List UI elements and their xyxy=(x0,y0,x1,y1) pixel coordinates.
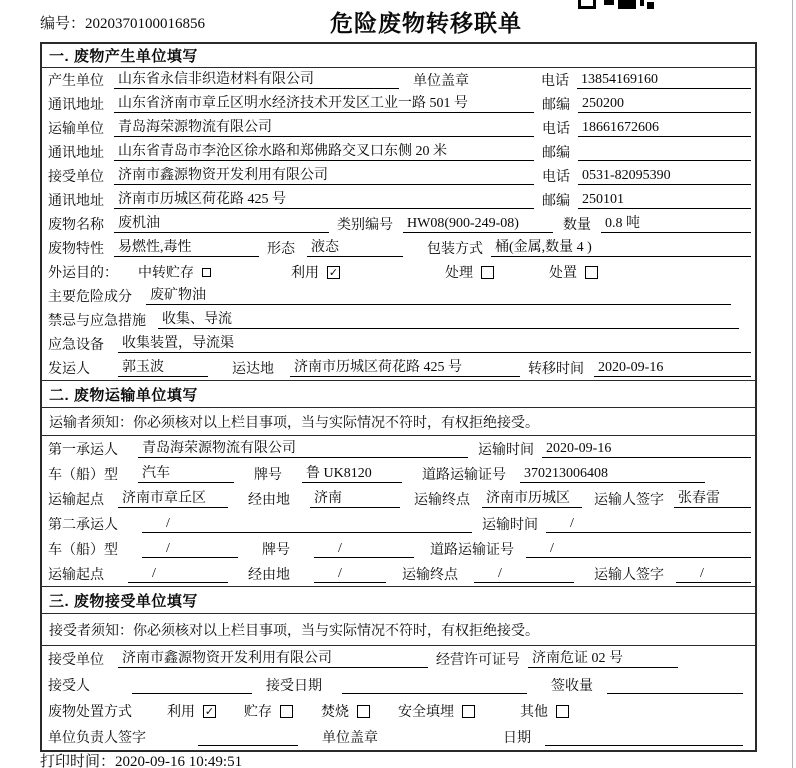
first-carrier-value: 青岛海荣源物流有限公司 xyxy=(138,440,468,458)
seal-date-label: 日期 xyxy=(503,731,531,746)
print-time-label: 打印时间： xyxy=(40,754,116,768)
dispatcher-label: 发运人 xyxy=(48,362,90,377)
signed-amount-label: 签收量 xyxy=(551,679,593,694)
section1-body xyxy=(42,68,755,380)
dispatch-row xyxy=(42,356,755,380)
route2-via-value: / xyxy=(314,565,386,583)
destination-value: 济南市历城区荷花路 425 号 xyxy=(290,359,520,377)
road-license2-label: 道路运输证号 xyxy=(430,542,514,558)
route1-sign-value: 张春雷 xyxy=(674,490,751,508)
receiver-zip-label: 邮编 xyxy=(542,194,570,209)
destination-label: 运达地 xyxy=(232,362,274,377)
second-carrier-label: 第二承运人 xyxy=(48,517,118,533)
transfer-time-label: 转移时间 xyxy=(528,362,584,377)
transporter-row xyxy=(42,116,755,140)
section2-body xyxy=(42,436,755,586)
vehicle1-row xyxy=(42,461,755,486)
emergency-equipment-label: 应急设备 xyxy=(48,338,104,353)
vehicle2-row xyxy=(42,536,755,561)
emergency-measures-value: 收集、导流 xyxy=(158,311,739,329)
waste-quantity-label: 数量 xyxy=(563,218,591,233)
accept-unit-row xyxy=(42,646,755,672)
accept-unit-label: 接受单位 xyxy=(48,653,104,668)
transport-time2-value: / xyxy=(546,515,751,533)
route2-row xyxy=(42,561,755,586)
route1-end-label: 运输终点 xyxy=(414,492,470,508)
disposal-utilize-checkbox: ✓ xyxy=(204,704,215,718)
emergency-equipment-row xyxy=(42,332,755,356)
waste-property-value: 易燃性,毒性 xyxy=(114,239,259,257)
route1-end-value: 济南市历城区 xyxy=(482,490,582,508)
accept-person-value xyxy=(132,676,252,694)
producer-zip-value: 250200 xyxy=(578,95,751,113)
disposal-incinerate-label: 焚烧 xyxy=(321,705,349,720)
accept-person-row xyxy=(42,672,755,698)
transporter-zip-label: 邮编 xyxy=(542,146,570,161)
transfer-purpose-label: 外运目的： xyxy=(48,266,118,281)
accept-date-value xyxy=(342,676,527,694)
route2-end-value: / xyxy=(474,565,574,583)
transporter-phone-value: 18661672606 xyxy=(578,119,751,137)
emergency-measures-label: 禁忌与应急措施 xyxy=(48,314,146,329)
operating-license-value: 济南危证 02 号 xyxy=(528,650,678,668)
disposal-landfill-checkbox xyxy=(462,705,475,718)
first-carrier-row xyxy=(42,436,755,461)
operating-license-label: 经营许可证号 xyxy=(436,653,520,668)
producer-seal-label: 单位盖章 xyxy=(413,74,469,89)
waste-name-label: 废物名称 xyxy=(48,218,104,233)
utilize-checkbox: ✓ xyxy=(328,265,339,279)
receiver-label: 接受单位 xyxy=(48,170,104,185)
receiver-phone-label: 电话 xyxy=(542,170,570,185)
producer-address-row xyxy=(42,92,755,116)
responsible-signature-label: 单位负责人签字 xyxy=(48,731,146,746)
transfer-storage-label: 中转贮存 xyxy=(138,266,194,281)
route2-start-label: 运输起点 xyxy=(48,567,104,583)
waste-form-value: 液态 xyxy=(307,239,403,257)
section1-header: 一. 废物产生单位填写 xyxy=(42,44,755,68)
print-time-value: 2020-09-16 10:49:51 xyxy=(115,754,243,768)
section2-notice: 运输者须知：你必须核对以上栏目事项，当与实际情况不符时，有权拒绝接受。 xyxy=(42,408,755,436)
route1-via-value: 济南 xyxy=(310,490,400,508)
transporter-label: 运输单位 xyxy=(48,122,104,137)
accept-person-label: 接受人 xyxy=(48,679,90,694)
waste-packing-label: 包装方式 xyxy=(427,242,483,257)
page-edge-line xyxy=(792,0,793,768)
route1-start-label: 运输起点 xyxy=(48,492,104,508)
vehicle2-type-label: 车（船）型 xyxy=(48,542,118,558)
plate2-label: 牌号 xyxy=(262,542,290,558)
treat-checkbox xyxy=(481,266,494,279)
dispose-label: 处置 xyxy=(549,266,577,281)
transfer-storage-checkbox xyxy=(202,268,211,277)
route1-start-value: 济南市章丘区 xyxy=(118,490,228,508)
hazard-component-value: 废矿物油 xyxy=(146,287,731,305)
producer-value: 山东省永信非织造材料有限公司 xyxy=(114,71,399,89)
receiver-zip-value: 250101 xyxy=(578,191,751,209)
section3-header: 三. 废物接受单位填写 xyxy=(42,586,755,614)
print-time-line xyxy=(40,750,242,768)
route1-sign-label: 运输人签字 xyxy=(594,492,664,508)
qr-code-fragment-icon xyxy=(578,0,654,9)
waste-category-value: HW08(900-249-08) xyxy=(403,215,553,233)
waste-property-label: 废物特性 xyxy=(48,242,104,257)
first-carrier-label: 第一承运人 xyxy=(48,442,118,458)
waste-category-label: 类别编号 xyxy=(337,218,393,233)
transporter-address-value: 山东省青岛市李沧区徐水路和郑佛路交叉口东侧 20 米 xyxy=(114,143,534,161)
vehicle2-type-value: / xyxy=(142,540,238,558)
section3-body xyxy=(42,646,755,750)
signed-amount-value xyxy=(607,676,743,694)
section3-notice: 接受者须知：你必须核对以上栏目事项，当与实际情况不符时，有权拒绝接受。 xyxy=(42,614,755,646)
transport-time2-label: 运输时间 xyxy=(482,517,538,533)
vehicle1-type-label: 车（船）型 xyxy=(48,467,118,483)
transporter-phone-label: 电话 xyxy=(542,122,570,137)
transport-time-value: 2020-09-16 xyxy=(542,440,751,458)
plate2-value: / xyxy=(314,540,414,558)
route2-sign-label: 运输人签字 xyxy=(594,567,664,583)
transfer-form-table xyxy=(40,42,757,752)
emergency-equipment-value: 收集装置，导流渠 xyxy=(118,335,751,353)
waste-name-value: 废机油 xyxy=(114,215,329,233)
receiver-phone-value: 0531-82095390 xyxy=(578,167,751,185)
transfer-purpose-row xyxy=(42,260,755,284)
receiver-address-value: 济南市历城区荷花路 425 号 xyxy=(114,191,534,209)
responsible-signature-row xyxy=(42,724,755,750)
transfer-time-value: 2020-09-16 xyxy=(594,359,751,377)
transporter-address-label: 通讯地址 xyxy=(48,146,104,161)
producer-row xyxy=(42,68,755,92)
serial-label: 编号： xyxy=(40,16,86,32)
producer-phone-value: 13854169160 xyxy=(577,71,751,89)
serial-number: 2020370100016856 xyxy=(85,16,206,32)
waste-name-row xyxy=(42,212,755,236)
road-license2-value: / xyxy=(526,540,751,558)
transporter-value: 青岛海荣源物流有限公司 xyxy=(114,119,534,137)
road-license1-label: 道路运输证号 xyxy=(422,467,506,483)
disposal-other-label: 其他 xyxy=(520,705,548,720)
producer-phone-label: 电话 xyxy=(541,74,569,89)
waste-packing-value: 桶(金属,数量 4 ) xyxy=(491,239,751,257)
accept-date-label: 接受日期 xyxy=(266,679,322,694)
utilize-label: 利用 xyxy=(291,266,319,281)
emergency-measures-row xyxy=(42,308,755,332)
hazard-component-row xyxy=(42,284,755,308)
route1-via-label: 经由地 xyxy=(248,492,290,508)
receiver-value: 济南市鑫源物资开发利用有限公司 xyxy=(114,167,534,185)
second-carrier-value: / xyxy=(142,515,472,533)
disposal-store-checkbox xyxy=(280,705,293,718)
disposal-method-row xyxy=(42,698,755,724)
producer-address-label: 通讯地址 xyxy=(48,98,104,113)
route1-row xyxy=(42,486,755,511)
plate1-label: 牌号 xyxy=(254,467,282,483)
producer-zip-label: 邮编 xyxy=(542,98,570,113)
road-license1-value: 370213006408 xyxy=(520,465,705,483)
seal-date-value xyxy=(545,728,743,746)
disposal-incinerate-checkbox xyxy=(357,705,370,718)
vehicle1-type-value: 汽车 xyxy=(138,465,234,483)
disposal-store-label: 贮存 xyxy=(244,705,272,720)
dispose-checkbox xyxy=(585,266,598,279)
route2-end-label: 运输终点 xyxy=(402,567,458,583)
transporter-address-row xyxy=(42,140,755,164)
producer-address-value: 山东省济南市章丘区明水经济技术开发区工业一路 501 号 xyxy=(114,95,534,113)
route2-via-label: 经由地 xyxy=(248,567,290,583)
serial-number-line xyxy=(40,12,205,33)
route2-start-value: / xyxy=(128,565,228,583)
unit-seal-label: 单位盖章 xyxy=(322,731,378,746)
route2-sign-value: / xyxy=(676,565,751,583)
transporter-zip-value xyxy=(578,143,751,161)
page-title: 危险废物转移联单 xyxy=(330,10,522,36)
disposal-utilize-label: 利用 xyxy=(167,705,195,720)
receiver-address-label: 通讯地址 xyxy=(48,194,104,209)
accept-unit-value: 济南市鑫源物资开发利用有限公司 xyxy=(118,650,428,668)
producer-label: 产生单位 xyxy=(48,74,104,89)
transport-time-label: 运输时间 xyxy=(478,442,534,458)
disposal-method-label: 废物处置方式 xyxy=(48,705,132,720)
responsible-signature-value xyxy=(198,728,298,746)
waste-property-row xyxy=(42,236,755,260)
section2-header: 二. 废物运输单位填写 xyxy=(42,380,755,408)
treat-label: 处理 xyxy=(445,266,473,281)
second-carrier-row xyxy=(42,511,755,536)
plate1-value: 鲁 UK8120 xyxy=(302,465,402,483)
hazard-component-label: 主要危险成分 xyxy=(48,290,132,305)
receiver-address-row xyxy=(42,188,755,212)
waste-quantity-value: 0.8 吨 xyxy=(601,215,751,233)
waste-form-label: 形态 xyxy=(267,242,295,257)
disposal-other-checkbox xyxy=(556,705,569,718)
disposal-landfill-label: 安全填埋 xyxy=(398,705,454,720)
dispatcher-name: 郭玉波 xyxy=(118,359,208,377)
receiver-row xyxy=(42,164,755,188)
